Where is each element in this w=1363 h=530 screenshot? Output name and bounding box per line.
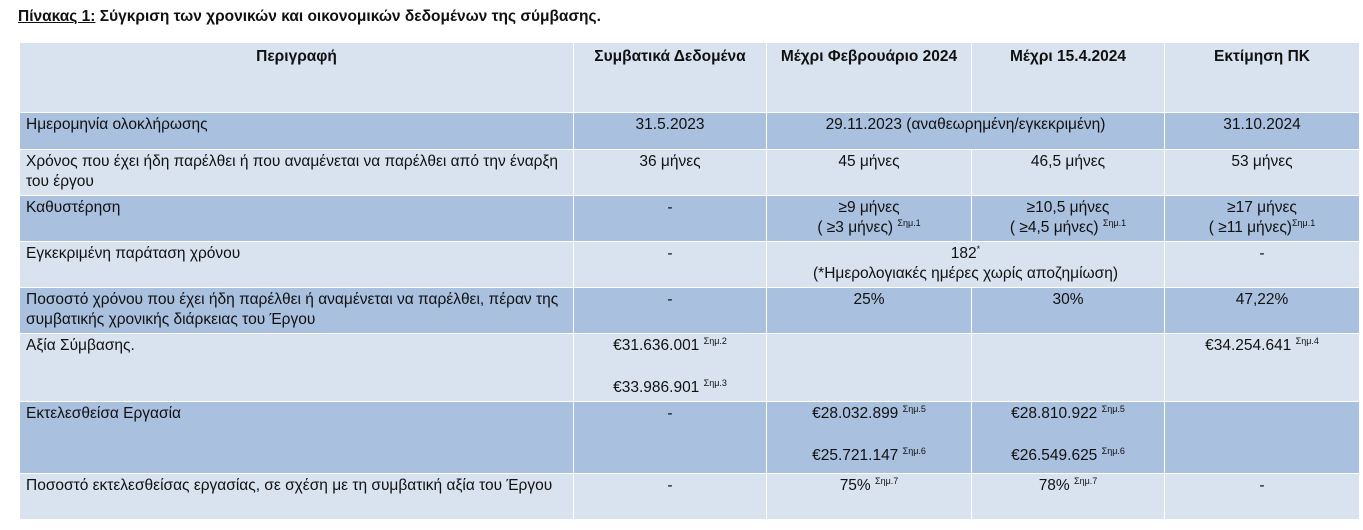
work-done-feb-2: €25.721.147 — [812, 447, 899, 464]
table-row — [20, 242, 1360, 288]
row-delay-apr — [972, 196, 1165, 242]
header-feb-2024: Μέχρι Φεβρουάριο 2024 — [767, 43, 972, 113]
row-percent-time-desc: Ποσοστό χρόνου που έχει ήδη παρέλθει ή αναμένεται να παρέλθει, πέραν της συμβατικής χρονικής διάρκειας του Έργου — [20, 288, 574, 334]
work-done-apr-1: €28.810.922 — [1011, 405, 1098, 422]
row-elapsed-contract: 36 μήνες — [574, 150, 767, 196]
contract-value-pk: €34.254.641 — [1205, 337, 1292, 354]
table-row — [20, 150, 1360, 196]
note-ref: Σημ.7 — [1074, 476, 1098, 486]
header-row — [20, 43, 1360, 113]
note-ref: Σημ.1 — [1102, 218, 1127, 228]
row-percent-work-pk: - — [1165, 474, 1360, 520]
row-extension-value — [767, 242, 1165, 288]
row-work-done-contract: - — [574, 402, 767, 474]
delay-apr-sub: ( ≥4,5 μήνες) — [1009, 219, 1099, 236]
row-extension-pk: - — [1165, 242, 1360, 288]
work-done-feb-1: €28.032.899 — [812, 405, 899, 422]
row-delay-desc: Καθυστέρηση — [20, 196, 574, 242]
row-percent-work-apr — [972, 474, 1165, 520]
row-contract-value-apr — [972, 334, 1165, 402]
row-percent-time-apr: 30% — [972, 288, 1165, 334]
row-delay-contract: - — [574, 196, 767, 242]
row-completion-revised: 29.11.2023 (αναθεωρημένη/εγκεκριμένη) — [767, 113, 1165, 150]
table-caption — [18, 8, 601, 26]
caption-text: Σύγκριση των χρονικών και οικονομικών δεδομένων της σύμβασης. — [95, 8, 601, 25]
row-work-done-pk — [1165, 402, 1360, 474]
row-completion-pk: 31.10.2024 — [1165, 113, 1360, 150]
row-percent-time-contract: - — [574, 288, 767, 334]
row-elapsed-apr: 46,5 μήνες — [972, 150, 1165, 196]
caption-label: Πίνακας 1: — [18, 8, 96, 25]
row-elapsed-pk: 53 μήνες — [1165, 150, 1360, 196]
row-extension-desc: Εγκεκριμένη παράταση χρόνου — [20, 242, 574, 288]
row-delay-feb — [767, 196, 972, 242]
row-work-done-desc: Εκτελεσθείσα Εργασία — [20, 402, 574, 474]
percent-work-feb: 75% — [839, 477, 871, 494]
percent-work-apr: 78% — [1038, 477, 1070, 494]
delay-apr-value: ≥10,5 μήνες — [1026, 199, 1110, 216]
row-completion-desc: Ημερομηνία ολοκλήρωσης — [20, 113, 574, 150]
note-ref: Σημ.6 — [902, 446, 926, 456]
header-apr-2024: Μέχρι 15.4.2024 — [972, 43, 1165, 113]
note-ref: Σημ.5 — [902, 404, 926, 414]
note-ref: Σημ.6 — [1101, 446, 1125, 456]
note-ref: Σημ.3 — [703, 378, 727, 388]
row-percent-work-contract: - — [574, 474, 767, 520]
note-ref: Σημ.4 — [1295, 336, 1319, 346]
row-completion-contract: 31.5.2023 — [574, 113, 767, 150]
contract-value-1: €31.636.001 — [613, 337, 700, 354]
row-percent-work-desc: Ποσοστό εκτελεσθείσας εργασίας, σε σχέση με τη συμβατική αξία του Έργου — [20, 474, 574, 520]
comparison-table — [19, 42, 1360, 520]
table-row — [20, 334, 1360, 402]
delay-feb-sub: ( ≥3 μήνες) — [817, 219, 894, 236]
work-done-apr-2: €26.549.625 — [1011, 447, 1098, 464]
table-row — [20, 474, 1360, 520]
note-ref: Σημ.1 — [1291, 218, 1316, 228]
row-work-done-apr — [972, 402, 1165, 474]
row-extension-contract: - — [574, 242, 767, 288]
table-row — [20, 402, 1360, 474]
extension-days: 182 — [950, 245, 977, 262]
row-percent-time-pk: 47,22% — [1165, 288, 1360, 334]
row-contract-value-desc: Αξία Σύμβασης. — [20, 334, 574, 402]
row-contract-value-feb — [767, 334, 972, 402]
table-row — [20, 113, 1360, 150]
table-row — [20, 288, 1360, 334]
header-contract: Συμβατικά Δεδομένα — [574, 43, 767, 113]
note-ref: Σημ.5 — [1101, 404, 1125, 414]
header-pk-estimate: Εκτίμηση ΠΚ — [1165, 43, 1360, 113]
contract-value-2: €33.986.901 — [613, 379, 700, 396]
row-delay-pk — [1165, 196, 1360, 242]
table-row — [20, 196, 1360, 242]
header-description: Περιγραφή — [20, 43, 574, 113]
row-contract-value-pk — [1165, 334, 1360, 402]
note-ref: Σημ.2 — [703, 336, 727, 346]
extension-star: * — [976, 244, 981, 254]
note-ref: Σημ.1 — [897, 218, 921, 228]
row-contract-value-contract — [574, 334, 767, 402]
row-elapsed-desc: Χρόνος που έχει ήδη παρέλθει ή που αναμένεται να παρέλθει από την έναρξη του έργου — [20, 150, 574, 196]
row-percent-time-feb: 25% — [767, 288, 972, 334]
note-ref: Σημ.7 — [875, 476, 899, 486]
delay-pk-sub: ( ≥11 μήνες) — [1208, 219, 1292, 236]
row-percent-work-feb — [767, 474, 972, 520]
extension-note: (*Ημερολογιακές ημέρες χωρίς αποζημίωση) — [813, 265, 1118, 282]
row-elapsed-feb: 45 μήνες — [767, 150, 972, 196]
delay-pk-value: ≥17 μήνες — [1227, 199, 1297, 216]
row-work-done-feb — [767, 402, 972, 474]
delay-feb-value: ≥9 μήνες — [838, 199, 900, 216]
